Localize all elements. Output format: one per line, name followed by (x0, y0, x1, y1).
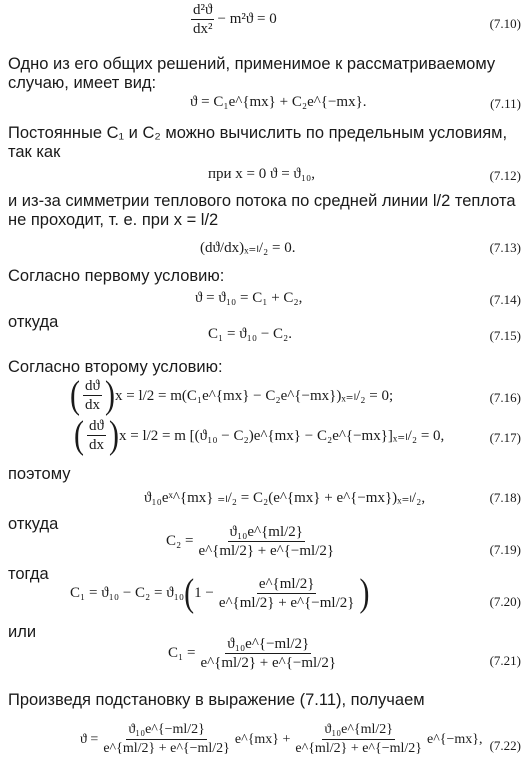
equation-7-14: ϑ = ϑ₁₀ = C₁ + C₂, (195, 290, 303, 306)
paragraph-line: и из-за симметрии теплового потока по средней линии l/2 теплота (8, 192, 516, 210)
fraction: $\frac{\text{ϑ₁₀e\textasciicircum{}\{−ml/2\}}}{e\^{}\{ml/2\} + e\^{}\{-ml/2\}}$ (103, 722, 230, 756)
derivative-fraction: $\frac{dϑ}{dx}$ (85, 378, 100, 413)
equation-7-10: $\frac{\text{d²ϑ}}{\text{dx²}}$ − m²ϑ = 0 (193, 2, 277, 37)
equation-number: (7.15) (489, 328, 521, 343)
paragraph-line: откуда (8, 313, 59, 331)
paragraph-line: Постоянные C₁ и C₂ можно вычислить по предельным условиям, (8, 124, 508, 142)
equation-7-18: ϑ₁₀eˣ^{mx} ₌ₗ/₂ = C₂(e^{mx} + e^{−mx})ₓ₌ₗ/₂, (144, 490, 426, 506)
fraction: $\frac{\text{ϑ₁₀e\textasciicircum{}\{ml/2\}}}{e\^{}\{ml/2\} + e\^{}\{-ml/2\}}$ (198, 524, 335, 559)
paragraph-line: Произведя подстановку в выражение (7.11), получаем (8, 691, 425, 709)
equation-number: (7.20) (489, 594, 521, 609)
paragraph-line: Согласно первому условию: (8, 267, 225, 285)
equation-number: (7.18) (489, 490, 521, 505)
equation-7-21: C₁ = $\frac{\text{ϑ₁₀e\textasciicircum{}\{−ml/2\}}}{e\^{}\{ml/2\} + e\^{}\{-ml/2\}}$ (168, 636, 337, 671)
equation-7-11: ϑ = C₁e^{mx} + C₂e^{−mx}. (190, 94, 367, 110)
second-derivative-fraction: $\frac{\text{d²ϑ}}{\text{dx²}}$ (193, 2, 213, 37)
equation-number: (7.21) (489, 653, 521, 668)
equation-number: (7.17) (489, 430, 521, 445)
equation-number: (7.12) (489, 168, 521, 183)
equation-7-17: ( $\frac{dϑ}{dx}$ ) x = l/2 = m [(ϑ₁₀ − C₂)e^{mx} − C₂e^{−mx}]ₓ₌ₗ/₂ = 0, (74, 413, 445, 457)
equation-number: (7.19) (489, 542, 521, 557)
equation-7-22: ϑ = $\frac{\text{ϑ₁₀e\textasciicircum{}\{−ml/2\}}}{e\^{}\{ml/2\} + e\^{}\{-ml/2\}}$ e^{mx} + $\frac{\text{ϑ₁₀e\textasciicircum{}\{ml/2\}}}{e\^{}\{ml/2\} + e\^{}\{-ml/2\}}$ e^{−mx}, (80, 722, 483, 756)
equation-7-20: C₁ = ϑ₁₀ − C₂ = ϑ₁₀ ( 1 − $\frac{e\^{}\{ml/2\}}{e\^{}\{ml/2\} + e\^{}\{-ml/2\}}$ ) (70, 571, 370, 615)
equation-7-12: при x = 0 ϑ = ϑ₁₀, (208, 166, 316, 182)
paragraph-line: так как (8, 143, 61, 161)
equation-7-15: C₁ = ϑ₁₀ − C₂. (208, 326, 293, 342)
paragraph-line: поэтому (8, 465, 71, 483)
paragraph-line: откуда (8, 515, 59, 533)
paragraph-line: Согласно второму условию: (8, 358, 223, 376)
equation-7-16: ( $\frac{dϑ}{dx}$ ) x = l/2 = m(C₁e^{mx} − C₂e^{−mx})ₓ₌ₗ/₂ = 0; (70, 373, 394, 417)
equation-number: (7.10) (489, 16, 521, 31)
paragraph-line: Одно из его общих решений, применимое к рассматриваемому (8, 55, 496, 73)
equation-number: (7.22) (489, 738, 521, 753)
paragraph-line: или (8, 623, 37, 641)
paragraph-line: случаю, имеет вид: (8, 74, 157, 92)
derivative-fraction: $\frac{dϑ}{dx}$ (89, 418, 104, 453)
paragraph-line: не проходит, т. е. при x = l/2 (8, 211, 219, 229)
fraction: $\frac{\text{ϑ₁₀e\textasciicircum{}\{−ml/2\}}}{e\^{}\{ml/2\} + e\^{}\{-ml/2\}}$ (200, 636, 337, 671)
equation-number: (7.16) (489, 390, 521, 405)
equation-number: (7.11) (490, 96, 521, 111)
equation-number: (7.14) (489, 292, 521, 307)
equation-7-13: (dϑ/dx)ₓ₌ₗ/₂ = 0. (200, 240, 296, 256)
equation-7-19: C₂ = $\frac{\text{ϑ₁₀e\textasciicircum{}\{ml/2\}}}{e\^{}\{ml/2\} + e\^{}\{-ml/2\}}$ (166, 524, 335, 559)
paragraph-line: тогда (8, 565, 49, 583)
fraction: $\frac{\text{ϑ₁₀e\textasciicircum{}\{ml/2\}}}{e\^{}\{ml/2\} + e\^{}\{-ml/2\}}$ (295, 722, 422, 756)
fraction: $\frac{e\^{}\{ml/2\}}{e\^{}\{ml/2\} + e\^{}\{-ml/2\}}$ (218, 576, 355, 611)
equation-number: (7.13) (489, 240, 521, 255)
